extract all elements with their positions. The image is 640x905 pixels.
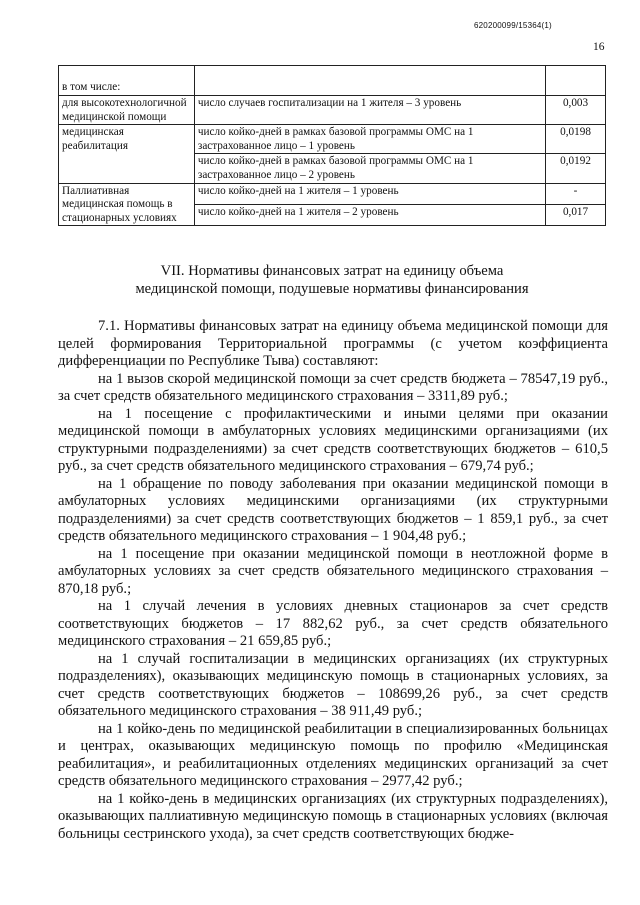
paragraph: на 1 случай госпитализации в медицинских организациях (их структурных подразделениях), оказывающих медицинскую помощь в стационарных условиях, за счет средств соответствующих бюджетов – 108699,26 руб., за счет средств обязательного медицинского страхования – 38 911,49 руб.;: [58, 650, 608, 719]
table-row: [59, 66, 606, 96]
table-cell-value: 0,0192: [546, 154, 606, 183]
table-cell-label: медицинская реабилитация: [59, 125, 195, 183]
paragraph: на 1 койко-день по медицинской реабилитации в специализированных больницах и центрах, оказывающих медицинскую помощь по профилю «Медицинская реабилитация», и реабилитационных отделениях медицинских организаций за счет средств обязательного медицинского страхования – 2977,42 руб.;: [58, 720, 608, 789]
paragraph: на 1 посещение при оказании медицинской помощи в неотложной форме в амбулаторных условиях за счет средств обязательного медицинского страхования – 870,18 руб.;: [58, 545, 608, 597]
table-cell-value: 0,0198: [546, 125, 606, 154]
section-title-line: медицинской помощи, подушевые нормативы финансирования: [135, 281, 529, 297]
table-cell-label: Паллиативная медицинская помощь в стационарных условиях: [59, 183, 195, 226]
body-text: [58, 318, 608, 843]
table-row: [59, 96, 606, 125]
table-row: [59, 183, 606, 204]
table-cell-value: 0,017: [546, 204, 606, 225]
table-cell-label: в том числе:: [59, 66, 195, 96]
table-cell-value: [546, 66, 606, 96]
section-title-line: VII. Нормативы финансовых затрат на единицу объема: [160, 263, 504, 279]
table-cell-indicator: число койко-дней в рамках базовой программы ОМС на 1 застрахованное лицо – 1 уровень: [194, 125, 545, 154]
paragraph: на 1 посещение с профилактическими и иными целями при оказании медицинской помощи в амбулаторных условиях медицинскими организациями (их структурными подразделениями) за счет средств соответствующих бюджетов – 610,5 руб., за счет средств обязательного медицинского страхования – 679,74 руб.;: [58, 405, 608, 474]
table-cell-indicator: число случаев госпитализации на 1 жителя – 3 уровень: [194, 96, 545, 125]
norms-table: [58, 65, 606, 226]
paragraph: на 1 вызов скорой медицинской помощи за счет средств бюджета – 78547,19 руб., за счет средств обязательного медицинского страхования – 3311,89 руб.;: [58, 370, 608, 404]
table-cell-indicator: [194, 66, 545, 96]
table-row: [59, 125, 606, 154]
table-cell-value: -: [546, 183, 606, 204]
table-cell-indicator: число койко-дней на 1 жителя – 2 уровень: [194, 204, 545, 225]
table-cell-indicator: число койко-дней в рамках базовой программы ОМС на 1 застрахованное лицо – 2 уровень: [194, 154, 545, 183]
table-cell-indicator: число койко-дней на 1 жителя – 1 уровень: [194, 183, 545, 204]
paragraph: на 1 случай лечения в условиях дневных стационаров за счет средств соответствующих бюджетов – 17 882,62 руб., за счет средств обязательного медицинского страхования – 21 659,85 руб.;: [58, 598, 608, 649]
paragraph: 7.1. Нормативы финансовых затрат на единицу объема медицинской помощи для целей формирования Территориальной программы (с учетом коэффициента дифференциации по Республике Тыва) составляют:: [58, 318, 608, 369]
table-cell-value: 0,003: [546, 96, 606, 125]
table-cell-label: для высокотехнологичной медицинской помощи: [59, 96, 195, 125]
document-id: 620200099/15364(1): [474, 21, 552, 30]
section-title: [58, 262, 606, 298]
paragraph: на 1 койко-день в медицинских организациях (их структурных подразделениях), оказывающих паллиативную медицинскую помощь в стационарных условиях (включая больницы сестринского ухода), за счет средств соответствующих бюдже-: [58, 790, 608, 842]
paragraph: на 1 обращение по поводу заболевания при оказании медицинской помощи в амбулаторных условиях медицинскими организациями (их структурными подразделениями) за счет средств соответствующих бюджетов – 1 859,1 руб., за счет средств обязательного медицинского страхования – 1 904,48 руб.;: [58, 475, 608, 544]
page-number: 16: [593, 41, 605, 53]
